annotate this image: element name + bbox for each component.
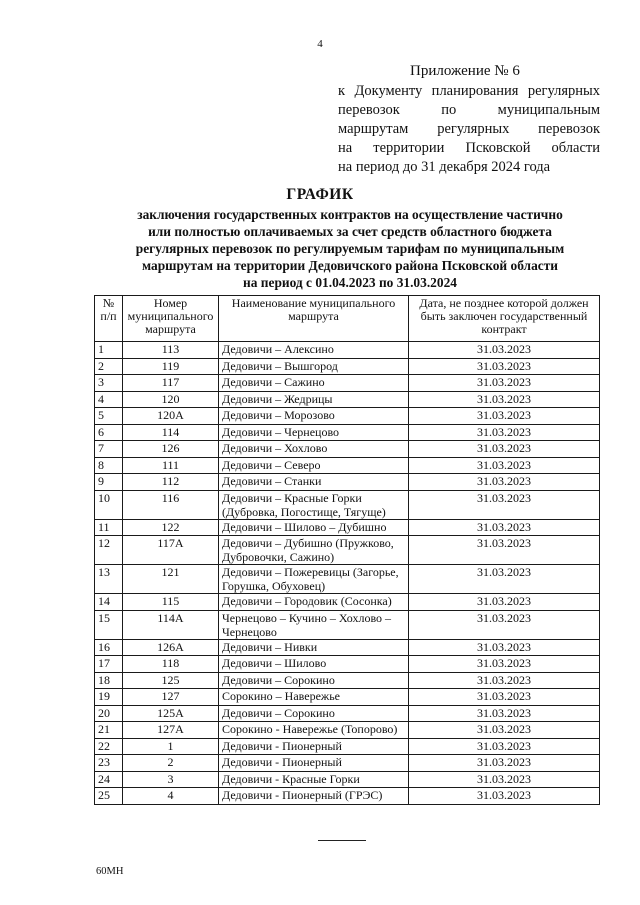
route-number: 112 (123, 474, 219, 491)
table-row (95, 424, 600, 441)
table-row (95, 771, 600, 788)
table-header (95, 296, 600, 342)
row-number: 6 (95, 424, 123, 441)
appendix-line: на период до 31 декабря 2024 года (338, 159, 551, 175)
contract-date: 31.03.2023 (409, 610, 600, 639)
document-subtitle (100, 206, 600, 291)
page-number: 4 (317, 38, 323, 50)
row-number: 21 (95, 722, 123, 739)
header-contract-date: Дата, не позднее которой должен быть заключен государственный контракт (409, 296, 600, 342)
table-row (95, 722, 600, 739)
route-name: Дедовичи – Сорокино (219, 705, 409, 722)
row-number: 23 (95, 755, 123, 772)
route-number: 120 (123, 391, 219, 408)
row-number: 3 (95, 375, 123, 392)
header-route-name: Наименование муниципального маршрута (219, 296, 409, 342)
route-name: Дедовичи – Городовик (Сосонка) (219, 594, 409, 611)
contract-date: 31.03.2023 (409, 490, 600, 519)
table-row (95, 689, 600, 706)
table-row (95, 490, 600, 519)
table-row (95, 375, 600, 392)
row-number: 9 (95, 474, 123, 491)
table-row (95, 594, 600, 611)
table-row (95, 536, 600, 565)
route-number: 125 (123, 672, 219, 689)
appendix-line: маршрутам регулярных перевозок (338, 121, 600, 137)
contract-date: 31.03.2023 (409, 375, 600, 392)
row-number: 4 (95, 391, 123, 408)
row-number: 2 (95, 358, 123, 375)
route-name: Дедовичи – Северо (219, 457, 409, 474)
route-number: 126 (123, 441, 219, 458)
route-name: Дедовичи - Красные Горки (219, 771, 409, 788)
route-number: 127А (123, 722, 219, 739)
route-number: 125А (123, 705, 219, 722)
routes-schedule-table (94, 295, 600, 805)
route-name: Дедовичи – Хохлово (219, 441, 409, 458)
footer-divider (318, 840, 366, 841)
route-number: 1 (123, 738, 219, 755)
contract-date: 31.03.2023 (409, 536, 600, 565)
route-number: 115 (123, 594, 219, 611)
route-number: 114А (123, 610, 219, 639)
contract-date: 31.03.2023 (409, 441, 600, 458)
row-number: 11 (95, 519, 123, 536)
table-row (95, 441, 600, 458)
contract-date: 31.03.2023 (409, 391, 600, 408)
route-name: Дедовичи – Сорокино (219, 672, 409, 689)
route-number: 119 (123, 358, 219, 375)
row-number: 25 (95, 788, 123, 805)
route-name: Дедовичи – Чернецово (219, 424, 409, 441)
contract-date: 31.03.2023 (409, 689, 600, 706)
appendix-block (338, 62, 600, 177)
row-number: 15 (95, 610, 123, 639)
contract-date: 31.03.2023 (409, 408, 600, 425)
route-name: Дедовичи – Нивки (219, 639, 409, 656)
route-name: Дедовичи – Вышгород (219, 358, 409, 375)
table-row (95, 656, 600, 673)
row-number: 22 (95, 738, 123, 755)
contract-date: 31.03.2023 (409, 722, 600, 739)
contract-date: 31.03.2023 (409, 457, 600, 474)
route-number: 3 (123, 771, 219, 788)
contract-date: 31.03.2023 (409, 755, 600, 772)
route-name: Дедовичи - Пионерный (219, 738, 409, 755)
table-row (95, 474, 600, 491)
contract-date: 31.03.2023 (409, 738, 600, 755)
row-number: 7 (95, 441, 123, 458)
table-row (95, 672, 600, 689)
subtitle-line: или полностью оплачиваемых за счет средств областного бюджета (148, 224, 552, 239)
row-number: 18 (95, 672, 123, 689)
route-name: Дедовичи – Красные Горки (Дубровка, Погостище, Тягуще) (219, 490, 409, 519)
route-number: 113 (123, 342, 219, 359)
row-number: 16 (95, 639, 123, 656)
contract-date: 31.03.2023 (409, 771, 600, 788)
route-name: Сорокино - Навережье (Топорово) (219, 722, 409, 739)
route-number: 2 (123, 755, 219, 772)
route-name: Дедовичи – Пожеревицы (Загорье, Горушка, Обуховец) (219, 565, 409, 594)
appendix-line: перевозок по муниципальным (338, 102, 600, 118)
row-number: 10 (95, 490, 123, 519)
row-number: 1 (95, 342, 123, 359)
route-name: Дедовичи – Шилово – Дубишно (219, 519, 409, 536)
contract-date: 31.03.2023 (409, 474, 600, 491)
row-number: 8 (95, 457, 123, 474)
route-name: Дедовичи – Станки (219, 474, 409, 491)
route-number: 121 (123, 565, 219, 594)
row-number: 12 (95, 536, 123, 565)
contract-date: 31.03.2023 (409, 519, 600, 536)
table-row (95, 519, 600, 536)
subtitle-line: заключения государственных контрактов на осуществление частично (137, 207, 563, 222)
table-row (95, 457, 600, 474)
table-body (95, 342, 600, 805)
contract-date: 31.03.2023 (409, 342, 600, 359)
route-number: 117 (123, 375, 219, 392)
contract-date: 31.03.2023 (409, 594, 600, 611)
table-row (95, 705, 600, 722)
route-name: Дедовичи – Дубишно (Пружково, Дубровочки, Сажино) (219, 536, 409, 565)
contract-date: 31.03.2023 (409, 358, 600, 375)
route-name: Дедовичи – Жедрицы (219, 391, 409, 408)
subtitle-line: регулярных перевозок по регулируемым тарифам по муниципальным (135, 241, 565, 256)
route-number: 117А (123, 536, 219, 565)
table-row (95, 342, 600, 359)
contract-date: 31.03.2023 (409, 656, 600, 673)
contract-date: 31.03.2023 (409, 424, 600, 441)
contract-date: 31.03.2023 (409, 788, 600, 805)
contract-date: 31.03.2023 (409, 565, 600, 594)
table-row (95, 755, 600, 772)
appendix-line: на территории Псковской области (338, 140, 600, 156)
route-number: 114 (123, 424, 219, 441)
table-row (95, 358, 600, 375)
route-name: Дедовичи – Морозово (219, 408, 409, 425)
subtitle-line: на период с 01.04.2023 по 31.03.2024 (243, 275, 457, 290)
table-row (95, 639, 600, 656)
row-number: 17 (95, 656, 123, 673)
table-row (95, 408, 600, 425)
route-name: Дедовичи - Пионерный (219, 755, 409, 772)
contract-date: 31.03.2023 (409, 639, 600, 656)
subtitle-line: маршрутам на территории Дедовичского района Псковской области (141, 258, 558, 273)
route-name: Дедовичи – Шилово (219, 656, 409, 673)
row-number: 14 (95, 594, 123, 611)
route-name: Дедовичи – Алексино (219, 342, 409, 359)
appendix-title: Приложение № 6 (410, 63, 520, 79)
route-number: 127 (123, 689, 219, 706)
table-row (95, 565, 600, 594)
row-number: 19 (95, 689, 123, 706)
row-number: 5 (95, 408, 123, 425)
route-number: 118 (123, 656, 219, 673)
route-name: Дедовичи – Сажино (219, 375, 409, 392)
contract-date: 31.03.2023 (409, 705, 600, 722)
header-row (95, 296, 600, 342)
route-name: Чернецово – Кучино – Хохлово – Чернецово (219, 610, 409, 639)
route-number: 126А (123, 639, 219, 656)
route-number: 116 (123, 490, 219, 519)
route-number: 111 (123, 457, 219, 474)
header-route-number: Номер муниципального маршрута (123, 296, 219, 342)
appendix-line: к Документу планирования регулярных (338, 83, 600, 99)
document-title: ГРАФИК (286, 186, 354, 203)
table-row (95, 391, 600, 408)
row-number: 13 (95, 565, 123, 594)
row-number: 20 (95, 705, 123, 722)
table-row (95, 738, 600, 755)
table-row (95, 788, 600, 805)
route-number: 120А (123, 408, 219, 425)
route-number: 4 (123, 788, 219, 805)
route-number: 122 (123, 519, 219, 536)
row-number: 24 (95, 771, 123, 788)
header-number: № п/п (95, 296, 123, 342)
route-name: Сорокино – Навережье (219, 689, 409, 706)
footer-code: 60МН (96, 866, 124, 877)
route-name: Дедовичи - Пионерный (ГРЭС) (219, 788, 409, 805)
contract-date: 31.03.2023 (409, 672, 600, 689)
table-row (95, 610, 600, 639)
